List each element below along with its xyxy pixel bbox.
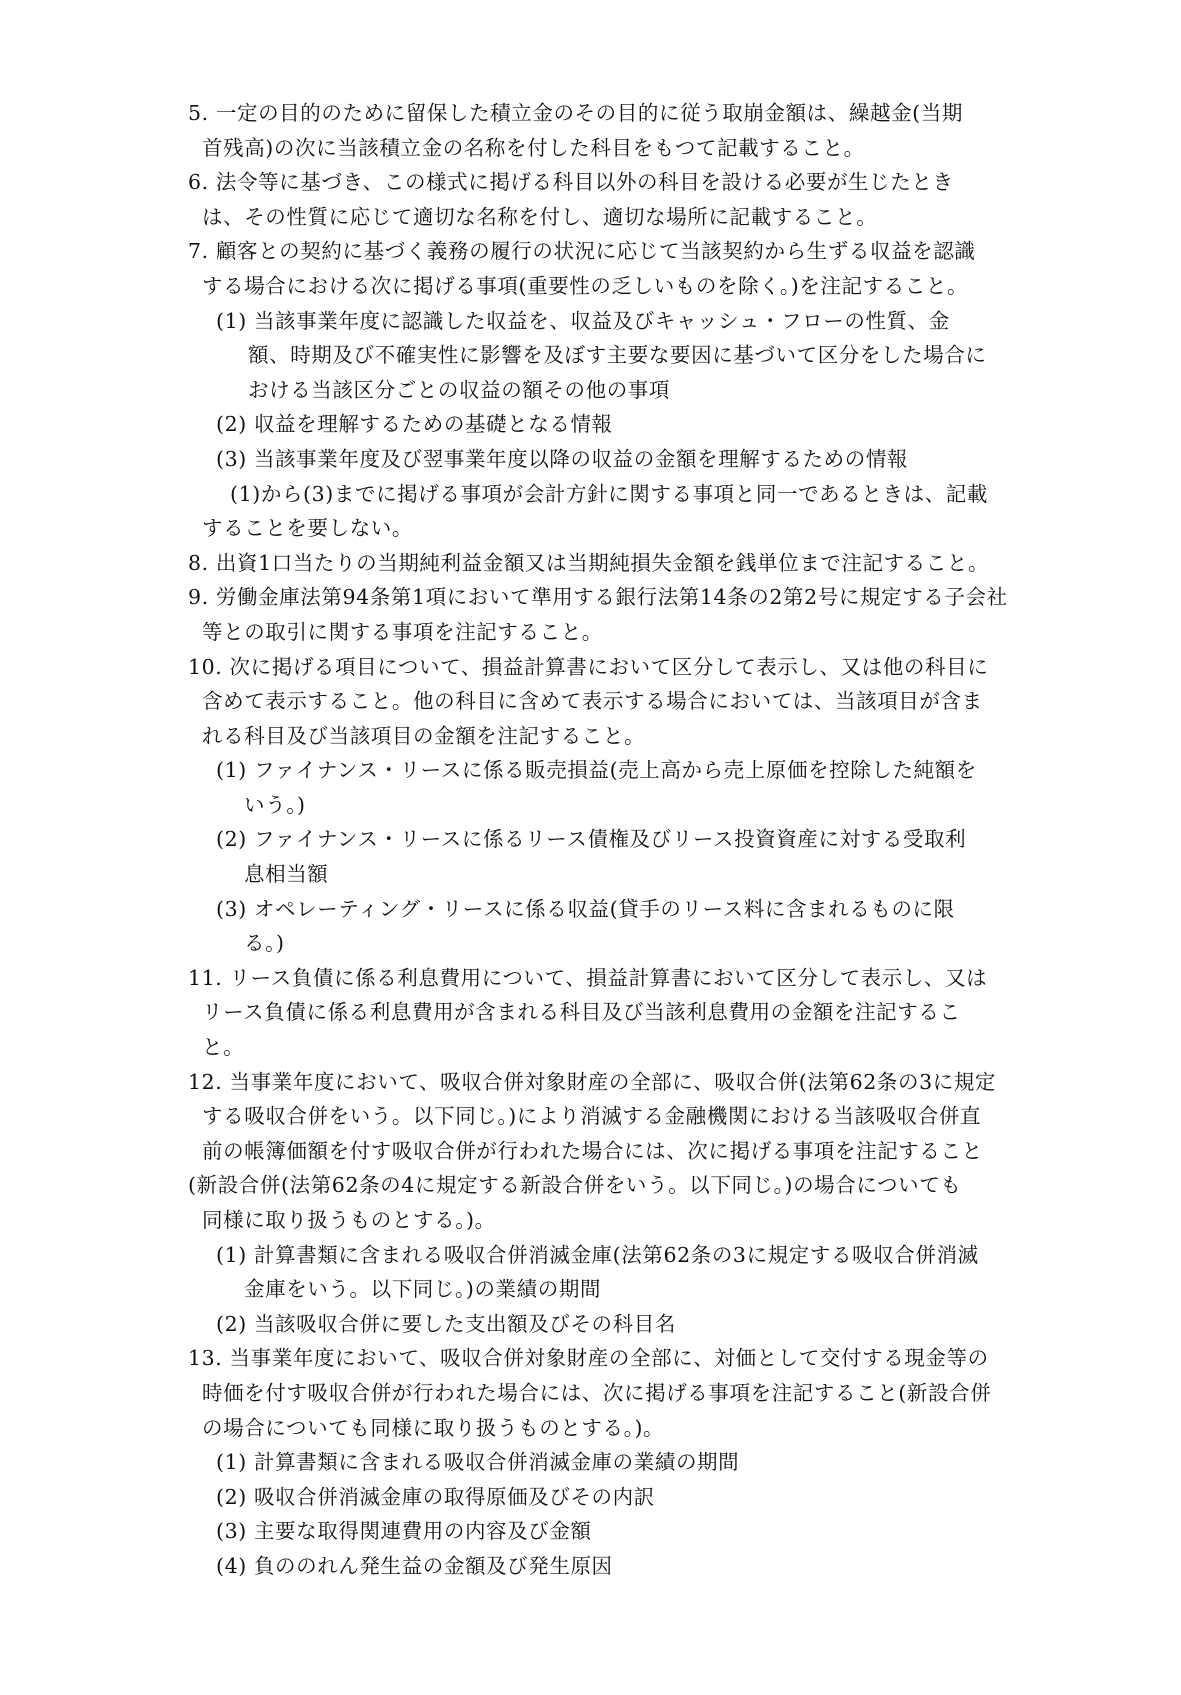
document-page: [188, 96, 1028, 1584]
text-line: 額、時期及び不確実性に影響を及ぼす主要な要因に基づいて区分をした場合に: [248, 343, 987, 368]
text-line: することを要しない。: [202, 516, 413, 541]
text-line: と。: [202, 1035, 245, 1060]
text-line: (4) 負ののれん発生益の金額及び発生原因: [216, 1553, 613, 1578]
text-line: おける当該区分ごとの収益の額その他の事項: [248, 377, 670, 402]
text-line: (1) ファイナンス・リースに係る販売損益(売上高から売上原価を控除した純額を: [216, 758, 977, 783]
text-line: 含めて表示すること。他の科目に含めて表示する場合においては、当該項目が含ま: [202, 689, 983, 714]
text-line: 8. 出資1口当たりの当期純利益金額又は当期純損失金額を銭単位まで注記すること。: [188, 550, 990, 575]
text-line: (1) 計算書類に含まれる吸収合併消滅金庫(法第62条の3に規定する吸収合併消滅: [216, 1242, 979, 1267]
text-line: 時価を付す吸収合併が行われた場合には、次に掲げる事項を注記すること(新設合併: [202, 1380, 992, 1405]
text-line: 等との取引に関する事項を注記すること。: [202, 619, 603, 644]
text-line: れる科目及び当該項目の金額を注記すること。: [202, 723, 646, 748]
text-line: 7. 顧客との契約に基づく義務の履行の状況に応じて当該契約から生ずる収益を認識: [188, 239, 976, 264]
text-line: (1) 当該事業年度に認識した収益を、収益及びキャッシュ・フローの性質、金: [216, 308, 950, 333]
text-line: (2) 吸収合併消滅金庫の取得原価及びその内訳: [216, 1484, 655, 1509]
text-line: 12. 当事業年度において、吸収合併対象財産の全部に、吸収合併(法第62条の3に規定: [188, 1069, 997, 1094]
text-line: 11. リース負債に係る利息費用について、損益計算書において区分して表示し、又は: [188, 965, 988, 990]
text-line: する吸収合併をいう。以下同じ。)により消滅する金融機関における当該吸収合併直: [202, 1104, 982, 1129]
text-line: 金庫をいう。以下同じ。)の業績の期間: [244, 1277, 602, 1302]
text-line: 6. 法令等に基づき、この様式に掲げる科目以外の科目を設ける必要が生じたとき: [188, 170, 954, 195]
text-line: 5. 一定の目的のために留保した積立金のその目的に従う取崩金額は、繰越金(当期: [188, 101, 963, 125]
text-line: する場合における次に掲げる事項(重要性の乏しいものを除く。)を注記すること。: [202, 273, 969, 298]
text-line: (3) 当該事業年度及び翌事業年度以降の収益の金額を理解するための情報: [216, 446, 909, 471]
text-line: (3) オペレーティング・リースに係る収益(貸手のリース料に含まれるものに限: [216, 896, 955, 921]
text-line: (新設合併(法第62条の4に規定する新設合併をいう。以下同じ。)の場合についても: [188, 1173, 962, 1198]
text-line: いう。): [244, 792, 306, 817]
text-line: (1)から(3)までに掲げる事項が会計方針に関する事項と同一であるときは、記載: [230, 481, 988, 506]
text-line: (1) 計算書類に含まれる吸収合併消滅金庫の業績の期間: [216, 1450, 740, 1475]
text-line: 息相当額: [244, 862, 329, 887]
text-line: る。): [244, 931, 285, 956]
text-line: 同様に取り扱うものとする。)。: [202, 1208, 496, 1232]
text-line: の場合についても同様に取り扱うものとする。)。: [202, 1415, 665, 1440]
text-line: 13. 当事業年度において、吸収合併対象財産の全部に、対価として交付する現金等の: [188, 1346, 989, 1371]
text-line: (3) 主要な取得関連費用の内容及び金額: [216, 1519, 592, 1544]
text-line: (2) 収益を理解するための基礎となる情報: [216, 412, 613, 437]
text-line: 首残高)の次に当該積立金の名称を付した科目をもつて記載すること。: [202, 135, 865, 160]
text-line: (2) 当該吸収合併に要した支出額及びその科目名: [216, 1311, 676, 1336]
text-line: 9. 労働金庫法第94条第1項において準用する銀行法第14条の2第2号に規定する子会社: [188, 585, 1008, 610]
text-line: 10. 次に掲げる項目について、損益計算書において区分して表示し、又は他の科目に: [188, 654, 989, 679]
text-line: 前の帳簿価額を付す吸収合併が行われた場合には、次に掲げる事項を注記すること: [202, 1138, 983, 1163]
text-line: は、その性質に応じて適切な名称を付し、適切な場所に記載すること。: [202, 204, 878, 229]
text-line: (2) ファイナンス・リースに係るリース債権及びリース投資資産に対する受取利: [216, 827, 967, 852]
text-line: リース負債に係る利息費用が含まれる科目及び当該利息費用の金額を注記するこ: [202, 1000, 961, 1025]
